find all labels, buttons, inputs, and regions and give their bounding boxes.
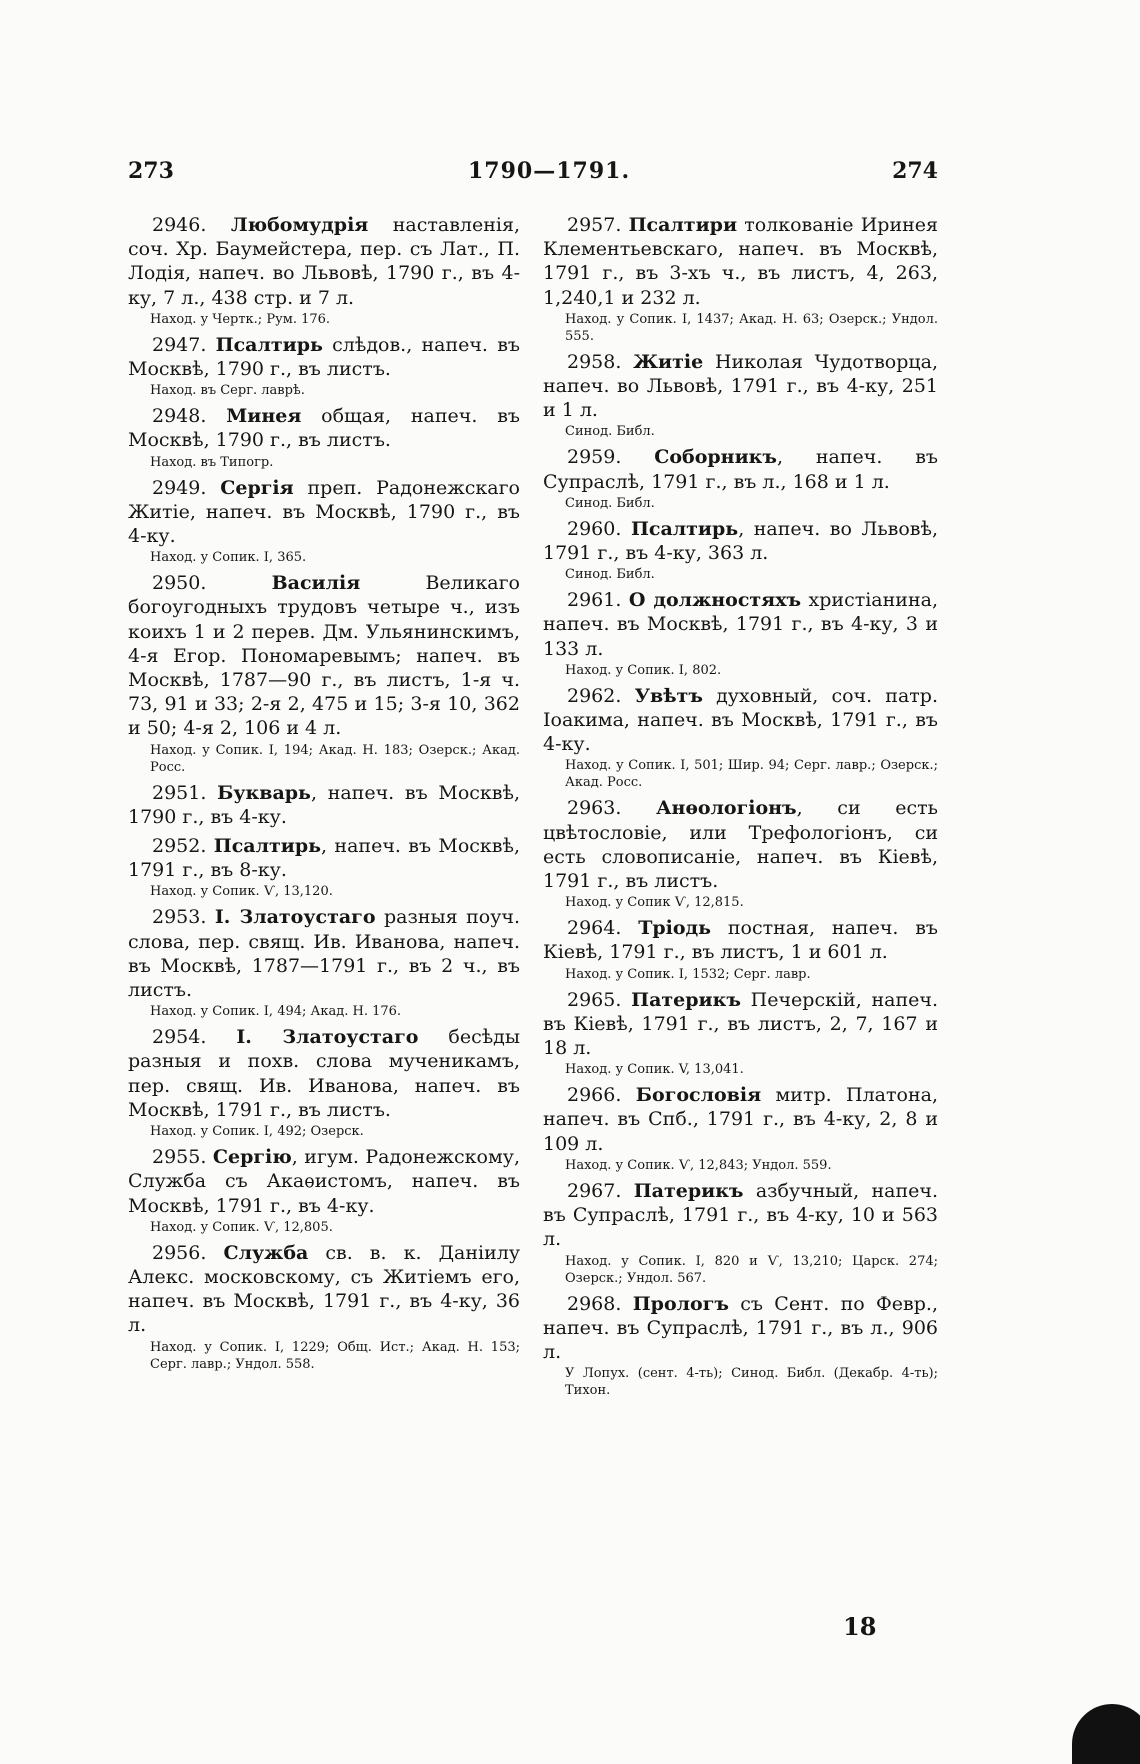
catalog-entry <box>543 684 938 792</box>
entry-number: 2959. <box>567 446 622 469</box>
entry-location: Наход. въ Серг. лаврѣ. <box>150 383 305 399</box>
entry-description: Николая Чудотворца, напеч. во Львовѣ, 1791 г., въ 4-ку, 251 и 1 л. <box>543 350 938 422</box>
entry-title: Анѳологіонъ <box>656 797 797 820</box>
catalog-entry <box>128 1241 520 1373</box>
entry-number: 2964. <box>567 917 622 940</box>
entry-number: 2952. <box>152 835 207 858</box>
right-column <box>543 213 938 1404</box>
entry-description: наставленія, соч. Хр. Баумейстера, пер. съ Лат., П. Лодія, напеч. во Львовѣ, 1790 г., въ 4-ку, 7 л., 438 стр. и 7 л. <box>128 214 520 309</box>
entry-description: толкованіе Иринея Клементьевскаго, напеч. въ Москвѣ, 1791 г., въ 3-хъ ч., въ листъ, 4, 263, 1,240,1 и 232 л. <box>543 214 938 309</box>
entry-location: Наход. у Сопик. I, 194; Акад. Н. 183; Озерск.; Акад. Росс. <box>150 742 520 775</box>
entry-title: Псалтирь <box>213 835 322 858</box>
entry-description: Печерскій, напеч. въ Кіевѣ, 1791 г., въ листъ, 2, 7, 167 и 18 л. <box>543 988 938 1060</box>
catalog-entry <box>543 796 938 911</box>
entry-location: Наход. у Сопик. I, 1229; Общ. Ист.; Акад. Н. 153; Серг. лавр.; Ундол. 558. <box>150 1339 520 1372</box>
entry-number: 2955. <box>152 1146 207 1169</box>
entry-number: 2954. <box>152 1026 207 1049</box>
entry-location: Наход. въ Типогр. <box>150 454 274 470</box>
entry-description: общая, напеч. въ Москвѣ, 1790 г., въ листъ. <box>128 405 520 452</box>
entry-description: духовный, соч. патр. Іоакима, напеч. въ Москвѣ, 1791 г., въ 4-ку. <box>543 684 938 756</box>
catalog-entry <box>128 1145 520 1236</box>
entry-title: Минея <box>226 405 302 428</box>
entry-text <box>128 476 520 549</box>
catalog-entry <box>543 916 938 982</box>
entry-description: постная, напеч. въ Кіевѣ, 1791 г., въ листъ, 1 и 601 л. <box>543 917 938 964</box>
entry-title: Псалтирь <box>630 517 739 540</box>
entry-number: 2960. <box>567 517 622 540</box>
entry-number: 2946. <box>152 214 207 236</box>
entry-number: 2967. <box>567 1179 622 1202</box>
entry-location: Синод. Библ. <box>565 424 655 440</box>
right-page-number: 274 <box>892 158 938 184</box>
entry-number: 2966. <box>567 1084 622 1107</box>
entry-text <box>128 781 520 829</box>
entry-number: 2963. <box>567 797 622 820</box>
catalog-entry <box>543 1292 938 1400</box>
catalog-entry <box>128 781 520 829</box>
signature-mark: 18 <box>843 1612 877 1641</box>
entry-title: Патерикъ <box>633 1179 744 1202</box>
entry-text <box>543 1292 938 1365</box>
entry-title: Василія <box>271 572 361 595</box>
entry-description: преп. Радонежскаго Житіе, напеч. въ Москвѣ, 1790 г., въ 4-ку. <box>128 476 520 548</box>
entry-location: Наход. у Чертк.; Рум. 176. <box>150 311 331 327</box>
entry-text <box>128 1241 520 1338</box>
entry-text <box>128 571 520 740</box>
entry-title: Патерикъ <box>631 988 741 1011</box>
entry-text <box>543 916 938 964</box>
entry-number: 2949. <box>152 476 207 499</box>
entry-number: 2961. <box>567 589 622 612</box>
catalog-entry <box>128 404 520 470</box>
entry-location: Наход. у Сопик. I, 1437; Акад. Н. 63; Озерск.; Ундол. 555. <box>565 311 938 344</box>
entry-description: св. в. к. Даніилу Алекс. московскому, съ Житіемъ его, напеч. въ Москвѣ, 1791 г., въ 4-ку, 36 л. <box>128 1241 520 1337</box>
entry-text <box>128 1025 520 1122</box>
entry-title: Любомудрія <box>230 214 369 236</box>
entry-description: Великаго богоугодныхъ трудовъ четыре ч., изъ коихъ 1 и 2 перев. Дм. Ульянинскимъ, 4-я Егор. Пономаревымъ; напеч. въ Москвѣ, 1787—90 г., въ листъ, 1-я ч. 73, 91 и 33; 2-я 2, 475 и 15; 3-я 10, 362 и 50; 4-я 2, 106 и 4 л. <box>128 572 520 740</box>
entry-text <box>128 333 520 381</box>
entry-location: Наход. у Сопик Ѵ, 12,815. <box>565 895 744 911</box>
entry-location: Наход. у Сопик. V, 13,041. <box>565 1062 744 1078</box>
entry-number: 2950. <box>152 572 207 595</box>
entry-location: Наход. у Сопик. I, 494; Акад. Н. 176. <box>150 1004 402 1020</box>
entry-description: , игум. Радонежскому, Служба съ Акаѳистомъ, напеч. въ Москвѣ, 1791 г., въ 4-ку. <box>128 1146 520 1217</box>
entry-description: разныя поуч. слова, пер. свящ. Ив. Иванова, напеч. въ Москвѣ, 1787—1791 г., въ 2 ч., въ листъ. <box>128 906 521 1002</box>
entry-location: Наход. у Сопик. Ѵ, 13,120. <box>150 884 333 900</box>
entry-number: 2957. <box>567 214 622 236</box>
entry-number: 2965. <box>567 988 622 1011</box>
catalog-entry <box>128 1025 520 1140</box>
entry-title: Тріодь <box>638 917 712 940</box>
entry-title: Псалтири <box>628 214 738 236</box>
entry-text <box>128 905 520 1002</box>
catalog-entry <box>543 1083 938 1174</box>
entry-title: Псалтирь <box>215 333 323 356</box>
year-range: 1790—1791. <box>468 158 631 184</box>
catalog-entry <box>128 333 520 399</box>
entry-text <box>543 588 938 661</box>
entry-description: , си есть цвѣтословіе, или Трефологіонъ, си есть словописаніе, напеч. въ Кіевѣ, 1791 г., въ листъ. <box>543 797 938 893</box>
entry-location: Наход. у Сопик. Ѵ, 12,843; Ундол. 559. <box>565 1157 832 1173</box>
entry-text <box>128 213 520 310</box>
entry-location: Наход. у Сопик. I, 820 и Ѵ, 13,210; Царск. 274; Озерск.; Ундол. 567. <box>565 1253 938 1286</box>
entry-number: 2956. <box>152 1241 207 1264</box>
catalog-entry <box>128 476 520 567</box>
entry-text <box>128 834 520 882</box>
entry-number: 2947. <box>152 333 207 356</box>
catalog-entry <box>543 445 938 511</box>
entry-description: , напеч. во Львовѣ, 1791 г., въ 4-ку, 363 л. <box>543 517 938 565</box>
entry-title: Соборникъ <box>654 446 777 469</box>
entry-text <box>543 1179 938 1252</box>
entry-number: 2948. <box>152 405 207 428</box>
entry-description: бесѣды разныя и похв. слова мученикамъ, пер. свящ. Ив. Иванова, напеч. въ Москвѣ, 1791 г., въ листъ. <box>128 1026 520 1121</box>
entry-title: Житіе <box>633 350 704 373</box>
entry-text <box>543 796 938 893</box>
entry-description: , напеч. въ Супраслѣ, 1791 г., въ л., 168 и 1 л. <box>543 446 938 493</box>
entry-description: христіанина, напеч. въ Москвѣ, 1791 г., въ 4-ку, 3 и 133 л. <box>543 589 938 660</box>
left-column <box>128 213 520 1378</box>
entry-number: 2953. <box>152 906 207 929</box>
entry-title: I. Златоустаго <box>214 906 376 929</box>
entry-number: 2951. <box>152 781 207 804</box>
entry-location: Синод. Библ. <box>565 567 655 583</box>
entry-number: 2968. <box>567 1292 622 1315</box>
catalog-entry <box>543 213 938 345</box>
entry-title: Букварь <box>217 781 311 804</box>
entry-location: У Лопух. (сент. 4-ть); Синод. Библ. (Декабр. 4-ть); Тихон. <box>565 1366 938 1399</box>
catalog-entry <box>543 988 938 1079</box>
entry-description: слѣдов., напеч. въ Москвѣ, 1790 г., въ листъ. <box>128 333 520 381</box>
entry-location: Наход. у Сопик. Ѵ, 12,805. <box>150 1219 333 1235</box>
entry-text <box>543 350 938 423</box>
catalog-entry <box>128 905 520 1020</box>
ink-blot <box>1072 1704 1140 1764</box>
entry-location: Наход. у Сопик. I, 1532; Серг. лавр. <box>565 966 811 982</box>
entry-text <box>543 1083 938 1156</box>
page-header <box>128 158 938 192</box>
entry-number: 2962. <box>567 684 622 707</box>
entry-location: Наход. у Сопик. I, 802. <box>565 662 722 678</box>
entry-location: Наход. у Сопик. I, 501; Шир. 94; Серг. лавр.; Озерск.; Акад. Росс. <box>565 758 938 791</box>
entry-title: О должностяхъ <box>628 589 802 612</box>
entry-number: 2958. <box>567 350 622 373</box>
entry-text <box>543 445 938 493</box>
entry-location: Наход. у Сопик. I, 365. <box>150 550 307 566</box>
entry-title: I. Златоустаго <box>236 1026 419 1049</box>
entry-description: , напеч. въ Москвѣ, 1790 г., въ 4-ку. <box>128 781 520 828</box>
entry-text <box>128 404 520 452</box>
entry-description: съ Сент. по Февр., напеч. въ Супраслѣ, 1791 г., въ л., 906 л. <box>543 1292 938 1363</box>
catalog-entry <box>543 1179 938 1287</box>
catalog-entry <box>128 571 520 775</box>
entry-text <box>543 684 938 757</box>
entry-title: Сергію <box>212 1146 292 1169</box>
entry-title: Богословія <box>635 1084 762 1107</box>
entry-text <box>543 213 938 310</box>
entry-title: Прологъ <box>632 1292 729 1315</box>
entry-text <box>128 1145 520 1218</box>
catalog-entry <box>543 350 938 441</box>
entry-location: Наход. у Сопик. I, 492; Озерск. <box>150 1124 364 1140</box>
entry-location: Синод. Библ. <box>565 495 655 511</box>
catalog-entry <box>128 834 520 900</box>
catalog-entry <box>543 588 938 679</box>
catalog-entry <box>543 517 938 583</box>
entry-description: азбучный, напеч. въ Супраслѣ, 1791 г., въ 4-ку, 10 и 563 л. <box>543 1179 938 1251</box>
entry-title: Увѣтъ <box>634 684 703 707</box>
entry-text <box>543 988 938 1061</box>
catalog-entry <box>128 213 520 328</box>
entry-title: Служба <box>223 1241 309 1264</box>
entry-title: Сергія <box>220 476 294 499</box>
left-page-number: 273 <box>128 158 174 184</box>
entry-description: , напеч. въ Москвѣ, 1791 г., въ 8-ку. <box>128 835 521 882</box>
entry-description: митр. Платона, напеч. въ Спб., 1791 г., въ 4-ку, 2, 8 и 109 л. <box>543 1084 938 1155</box>
entry-text <box>543 517 938 565</box>
